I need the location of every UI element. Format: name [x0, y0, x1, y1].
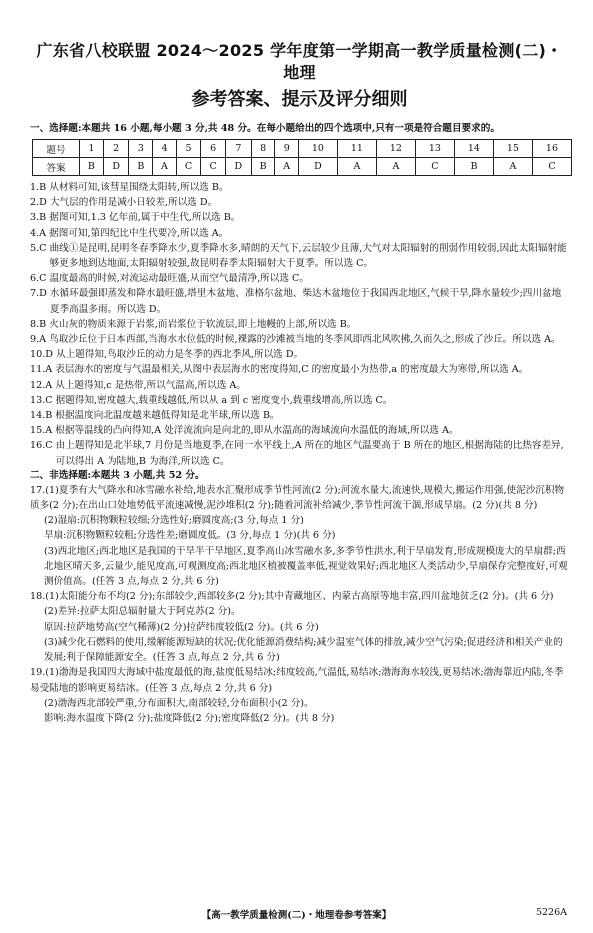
- answer-cell: A: [275, 158, 298, 176]
- answer-17-part-1: 17.(1)夏季有大气降水和冰雪融水补给,地表水汇聚形成季节性河流(2 分);河流水量大,流速快,规模大,搬运作用强,使泥沙沉积物质多(2 分);在出山口处地势低平流速减慢,泥沙堆积(2 分);随着河流补给减少,季节性河流干涸,形成旱扇。(2 分)(共 8 分): [30, 484, 565, 512]
- explanation-number: 9.A: [30, 334, 47, 346]
- row-label-answer: 答案: [33, 158, 80, 176]
- explanation-text: 据题得知,密度越大,载重线越低,所以从 a 到 c 密度变小,载重线增高,所以选 C。: [55, 394, 393, 406]
- question-number: 9: [275, 140, 298, 158]
- explanation-item: [30, 378, 569, 393]
- explanation-item: [30, 362, 569, 377]
- choice-explanations: [30, 180, 569, 726]
- answer-19: [30, 665, 569, 726]
- answer-row: [33, 158, 572, 176]
- explanation-number: 1.B: [30, 182, 47, 193]
- question-number: 3: [129, 140, 153, 158]
- question-number: 8: [251, 140, 275, 158]
- explanation-item: [30, 286, 569, 316]
- explanation-text: 据图可知,1.3 亿年前,属于中生代,所以选 B。: [49, 212, 241, 224]
- answer-17-part-3: (3)西北地区;西北地区是我国的干旱半干旱地区,夏季高山冰雪融水多,多季节性洪水,利于旱扇发育,形成规模庞大的旱扇群;西北地区晴天多,云量少,能见度高,可观测度高;西北地区植被覆盖率低,视觉效果好;西北地区人类活动少,旱扇保存完整度好,可观测价值高。(任答 3 点,每点 2 分,共 6 分): [44, 545, 568, 588]
- explanation-text: 从材料可知,该彗星围绕太阳转,所以选 B。: [49, 182, 229, 193]
- question-number: 1: [80, 140, 104, 158]
- question-number: 15: [493, 140, 532, 158]
- explanation-item: [30, 317, 569, 332]
- answer-cell: D: [226, 158, 252, 176]
- explanation-text: 从上题得知,鸟取沙丘的动力是冬季的西北季风,所以选 D。: [56, 349, 304, 361]
- explanation-number: 11.A: [30, 364, 53, 376]
- explanation-item: [30, 347, 569, 362]
- explanation-number: 14.B: [30, 410, 53, 422]
- explanation-item: [30, 423, 569, 438]
- answer-17-part-2b: 旱扇:沉积物颗粒较粗;分选性差;磨圆度低。(3 分,每点 1 分)(共 6 分): [44, 530, 336, 542]
- explanation-item: [30, 210, 569, 225]
- explanation-item: [30, 226, 569, 241]
- explanation-item: [30, 438, 569, 468]
- explanation-text: 由上题得知是北半球,7 月份是当地夏季,在同一水平线上,A 所在的地区气温要高于 B 所在的地区,根据海陆的比热容差异,可以得出 A 为陆地,B 为海洋,所以选 C。: [55, 440, 564, 467]
- question-number: 11: [337, 140, 376, 158]
- explanation-item: [30, 271, 569, 286]
- answer-cell: B: [80, 158, 104, 176]
- answer-18: [30, 589, 569, 665]
- explanation-item: [30, 408, 569, 423]
- question-number: 4: [153, 140, 176, 158]
- answer-cell: B: [251, 158, 275, 176]
- page-subtitle: 参考答案、提示及评分细则: [191, 89, 408, 110]
- answer-cell: B: [129, 158, 153, 176]
- explanation-number: 15.A: [30, 425, 53, 437]
- explanation-item: [30, 180, 569, 195]
- explanation-number: 8.B: [30, 318, 47, 330]
- answer-cell: A: [376, 158, 415, 176]
- explanation-item: [30, 332, 569, 347]
- question-number: 13: [415, 140, 454, 158]
- explanation-text: 鸟取沙丘位于日本西部,当海水水位低的时候,裸露的沙滩被当地的冬季风即西北风吹拂,久而久之,形成了沙丘。所以选 A。: [49, 334, 561, 346]
- answer-19-part-2a: (2)渤海西北部较严重,分布面积大,南部较轻,分布面积小(2 分)。: [44, 697, 314, 709]
- question-number: 14: [454, 140, 493, 158]
- explanation-item: [30, 195, 569, 210]
- answer-cell: D: [103, 158, 129, 176]
- explanation-number: 13.C: [30, 394, 53, 406]
- answer-17-part-2a: (2)湿扇:沉积物颗粒较细;分选性好;磨圆度高;(3 分,每点 1 分): [44, 515, 304, 527]
- explanation-number: 6.C: [30, 273, 47, 285]
- explanation-text: 水循环最强即蒸发和降水最旺盛,塔里木盆地、准格尔盆地、柴达木盆地位于我国西北地区,气候干旱,降水量较少;四川盆地夏季高温多雨。所以选 D。: [49, 288, 562, 315]
- answer-cell: D: [298, 158, 337, 176]
- row-label-question: 题号: [33, 140, 80, 158]
- explanation-text: 表层海水的密度与气温最相关,从图中表层海水的密度得知,C 的密度最小为热带,a 的密度最大为寒带,所以选 A。: [55, 364, 529, 376]
- explanation-number: 3.B: [30, 212, 47, 224]
- section-heading-choice: 一、选择题:本题共 16 小题,每小题 3 分,共 48 分。在每小题给出的四个选项中,只有一项是符合题目要求的。: [30, 123, 500, 134]
- answer-18-part-1: 18.(1)太阳能分布不均(2 分);东部较少,西部较多(2 分);其中青藏地区、内蒙古高原等地丰富,四川盆地贫乏(2 分)。(共 6 分): [30, 591, 554, 603]
- document-code: 5226A: [535, 907, 567, 918]
- explanation-number: 10.D: [30, 349, 53, 361]
- answer-cell: A: [337, 158, 376, 176]
- answer-cell: A: [493, 158, 532, 176]
- answer-cell: C: [201, 158, 226, 176]
- question-number: 16: [532, 140, 571, 158]
- page-title: 广东省八校联盟 2024～2025 学年度第一学期高一教学质量检测(二)・地理: [36, 41, 563, 82]
- footer-text: 【高一教学质量检测(二)・地理卷参考答案】: [201, 910, 392, 921]
- explanation-text: 据图可知,第四纪比中生代要冷,所以选 A。: [49, 227, 229, 239]
- section-heading-nonchoice: 二、非选择题:本题共 3 小题,共 52 分。: [30, 469, 205, 481]
- explanation-text: 大气层的作用是减小日较差,所以选 D。: [49, 197, 218, 209]
- explanation-number: 5.C: [30, 242, 47, 254]
- question-number: 12: [376, 140, 415, 158]
- explanation-text: 根据温度向北温度越来越低得知是北半球,所以选 B。: [55, 410, 280, 422]
- explanation-number: 2.D: [30, 197, 47, 209]
- question-number: 2: [103, 140, 129, 158]
- answer-cell: C: [176, 158, 201, 176]
- explanation-number: 4.A: [30, 227, 47, 239]
- answer-cell: C: [415, 158, 454, 176]
- answer-18-part-2b: 原因:拉萨地势高(空气稀薄)(2 分)拉萨纬度较低(2 分)。(共 6 分): [44, 621, 319, 633]
- explanation-number: 7.D: [30, 288, 47, 300]
- explanation-number: 12.A: [30, 379, 53, 391]
- explanation-item: [30, 393, 569, 408]
- explanation-item: [30, 241, 569, 271]
- answer-19-part-2b: 影响:海水温度下降(2 分);盐度降低(2 分);密度降低(2 分)。(共 8 分): [44, 712, 335, 724]
- answer-19-part-1: 19.(1)渤海是我国四大海域中盐度最低的海,盐度低易结冰;纬度较高,气温低,易结冰;渤海海水较浅,更易结冰;渤海靠近内陆,冬季易受陆地的影响更易结冰。(任答 3 点,每点 2 分,共 6 分): [30, 667, 564, 694]
- answer-table: [32, 139, 572, 176]
- question-number: 5: [176, 140, 201, 158]
- page-footer: [0, 907, 593, 921]
- question-number: 7: [226, 140, 252, 158]
- explanation-text: 从上题得知,c 是热带,所以气温高,所以选 A。: [55, 379, 246, 391]
- question-number: 6: [201, 140, 226, 158]
- explanation-text: 火山灰的物质来源于岩浆,而岩浆位于软流层,即上地幔的上部,所以选 B。: [49, 318, 357, 330]
- answer-18-part-3: (3)减少化石燃料的使用,缓解能源短缺的状况;优化能源消费结构;减少温室气体的排放,减少空气污染;促进经济和相关产业的发展;利于保障能源安全。(任答 3 点,每点 2 分,共 6 分): [44, 636, 563, 664]
- explanation-text: 根据等温线的凸向得知,A 处洋流流向是向北的,即从水温高的海域流向水温低的海域,所以选 A。: [55, 425, 459, 437]
- answer-17: [30, 483, 569, 589]
- explanation-text: 曲线①是昆明,昆明冬春季降水少,夏季降水多,晴朗的天气下,云层较少且薄,大气对太阳辐射的削弱作用较弱,因此太阳辐射能够更多地到达地面,太阳辐射较强,故昆明春季太阳辐射大于夏季。所以选 C。: [49, 242, 567, 270]
- explanation-text: 温度最高的时候,对流运动最旺盛,从而空气最清净,所以选 C。: [49, 273, 309, 285]
- explanation-number: 16.C: [30, 440, 53, 452]
- answer-cell: A: [153, 158, 176, 176]
- question-number-row: [33, 140, 572, 158]
- answer-cell: B: [454, 158, 493, 176]
- answer-cell: C: [532, 158, 571, 176]
- question-number: 10: [298, 140, 337, 158]
- answer-18-part-2a: (2)差异:拉萨太阳总辐射量大于阿克苏(2 分)。: [44, 606, 241, 618]
